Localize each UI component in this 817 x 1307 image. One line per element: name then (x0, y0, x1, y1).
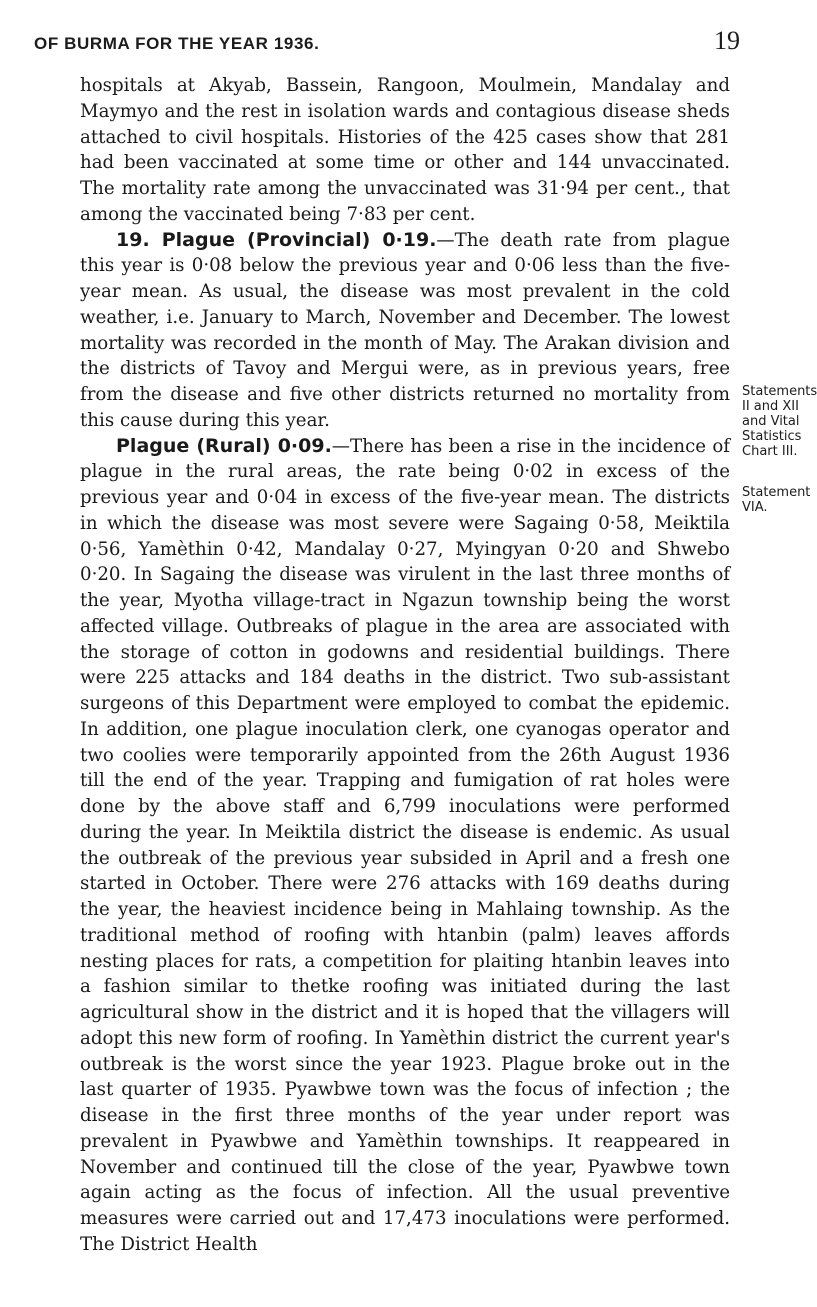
running-header (34, 12, 740, 56)
section-heading-plague-rural: Plague (Rural) 0·09. (116, 434, 332, 457)
margin-note-statements: Statements II and XII and Vital Statistics Chart III. (742, 384, 817, 459)
paragraph-hospitals (80, 73, 730, 228)
paragraph-text: hospitals at Akyab, Bassein, Rangoon, Moulmein, Mandalay and Maymyo and the rest in isolation wards and contagious disease sheds attached to civil hospitals. Histories of the 425 cases show that 281 had been vaccinated at some time or other and 144 unvaccinated. The mortality rate among the unvaccinated was 31·94 per cent., that among the vaccinated being 7·83 per cent. (80, 75, 730, 225)
margin-note-statement-via: Statement VIA. (742, 485, 811, 515)
running-header-title: OF BURMA FOR THE YEAR 1936. (34, 34, 320, 53)
paragraph-plague-rural (80, 434, 730, 1258)
page-number: 19 (714, 26, 740, 55)
section-heading-plague-provincial: 19. Plague (Provincial) 0·19. (116, 228, 437, 251)
body-text (80, 73, 730, 1258)
paragraph-text: —There has been a rise in the incidence of plague in the rural areas, the rate being 0·02 in excess of the previous year and 0·04 in excess of the five-year mean. The districts in which the disease was most severe were Sagaing 0·58, Meiktila 0·56, Yamèthin 0·42, Mandalay 0·27, Myingyan 0·20 and Shwebo 0·20. In Sagaing the disease was virulent in the last three months of the year, Myotha village-tract in Ngazun township being the worst affected village. Outbreaks of plague in the area are associated with the storage of cotton in godowns and residential buildings. There were 225 attacks and 184 deaths in the district. Two sub-assistant surgeons of this Department were employed to combat the epidemic. In addition, one plague inoculation clerk, one cyanogas operator and two coolies were temporarily appointed from the 26th August 1936 till the end of the year. Trapping and fumigation of rat holes were done by the above staff and 6,799 inoculations were performed during the year. In Meiktila district the disease is endemic. As usual the outbreak of the previous year subsided in April and a fresh one started in October. There were 276 attacks with 169 deaths during the year, the heaviest incidence being in Mahlaing township. As the traditional method of roofing with htanbin (palm) leaves affords nesting places for rats, a competition for plaiting htanbin leaves into a fashion similar to thetke roofing was initiated during the last agricultural show in the district and it is hoped that the villagers will adopt this new form of roofing. In Yamèthin district the current year's outbreak is the worst since the year 1923. Plague broke out in the last quarter of 1935. Pyawbwe town was the focus of infection ; the disease in the first three months of the year under report was prevalent in Pyawbwe and Yamèthin townships. It reappeared in November and continued till the close of the year, Pyawbwe town again acting as the focus of infection. All the usual preventive measures were carried out and 17,473 inoculations were performed. The District Health (80, 435, 730, 1255)
paragraph-text: —The death rate from plague this year is 0·08 below the previous year and 0·06 less than the five-year mean. As usual, the disease was most prevalent in the cold weather, i.e. January to March, November and December. The lowest mortality was recorded in the month of May. The Arakan division and the districts of Tavoy and Mergui were, as in previous years, free from the disease and five other districts returned no mortality from this cause during this year. (80, 229, 730, 431)
paragraph-plague-provincial (80, 228, 730, 434)
